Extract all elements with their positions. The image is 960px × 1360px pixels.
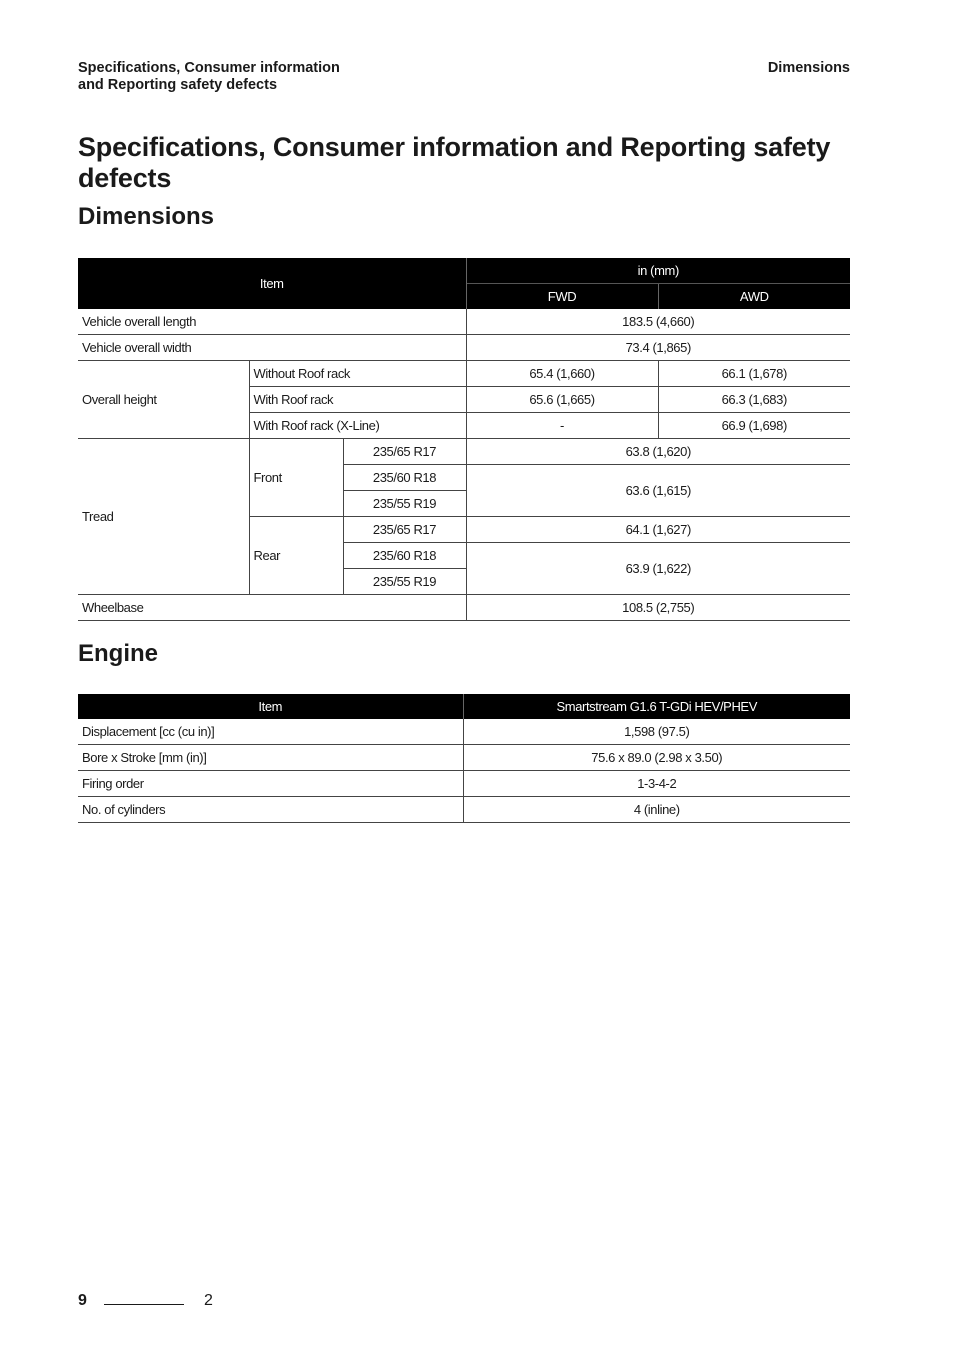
dimensions-table — [78, 258, 850, 621]
row-value: 73.4 (1,865) — [466, 335, 850, 361]
row-value: 108.5 (2,755) — [466, 595, 850, 621]
awd-value: 66.3 (1,683) — [658, 387, 850, 413]
row-value: 183.5 (4,660) — [466, 309, 850, 335]
table-row — [78, 361, 850, 387]
fwd-value: 65.4 (1,660) — [466, 361, 658, 387]
running-header-line-2: and Reporting safety defects — [78, 77, 278, 93]
row-label: Firing order — [78, 771, 463, 797]
row-value: 1,598 (97.5) — [463, 719, 850, 745]
row-value: 63.6 (1,615) — [466, 465, 850, 517]
dimensions-heading: Dimensions — [78, 203, 215, 230]
row-label: With Roof rack (X-Line) — [249, 413, 466, 439]
chapter-number: 9 — [78, 1292, 87, 1309]
table-row — [78, 309, 850, 335]
awd-value: 66.1 (1,678) — [658, 361, 850, 387]
table-row — [78, 771, 850, 797]
table-header-row — [78, 694, 850, 719]
running-header-line-1: Specifications, Consumer information — [78, 60, 340, 76]
row-label: Vehicle overall width — [78, 335, 466, 361]
col-header-fwd: FWD — [466, 284, 658, 310]
row-label: Wheelbase — [78, 595, 466, 621]
page-number: 2 — [204, 1292, 213, 1309]
engine-table — [78, 694, 850, 823]
row-value: 4 (inline) — [463, 797, 850, 823]
tire-size: 235/65 R17 — [343, 439, 466, 465]
fwd-value: 65.6 (1,665) — [466, 387, 658, 413]
table-row — [78, 335, 850, 361]
row-value: 63.9 (1,622) — [466, 543, 850, 595]
row-subgroup-label: Rear — [249, 517, 343, 595]
row-value: 63.8 (1,620) — [466, 439, 850, 465]
table-row — [78, 745, 850, 771]
manual-page — [78, 0, 850, 1360]
row-subgroup-label: Front — [249, 439, 343, 517]
tire-size: 235/60 R18 — [343, 543, 466, 569]
row-value: 1-3-4-2 — [463, 771, 850, 797]
row-label: With Roof rack — [249, 387, 466, 413]
table-row — [78, 595, 850, 621]
row-label: Vehicle overall length — [78, 309, 466, 335]
engine-heading: Engine — [78, 640, 159, 667]
row-label: Displacement [cc (cu in)] — [78, 719, 463, 745]
table-header-row — [78, 258, 850, 284]
tire-size: 235/60 R18 — [343, 465, 466, 491]
col-header-engine: Smartstream G1.6 T-GDi HEV/PHEV — [463, 694, 850, 719]
running-header-section — [78, 60, 340, 94]
row-group-label: Tread — [78, 439, 249, 595]
page-title: Specifications, Consumer information and Reporting safety defects — [78, 132, 831, 193]
row-group-label: Overall height — [78, 361, 249, 439]
row-value: 64.1 (1,627) — [466, 517, 850, 543]
row-label: Bore x Stroke [mm (in)] — [78, 745, 463, 771]
col-header-unit: in (mm) — [466, 258, 850, 284]
tire-size: 235/55 R19 — [343, 569, 466, 595]
tire-size: 235/65 R17 — [343, 517, 466, 543]
table-row — [78, 797, 850, 823]
col-header-awd: AWD — [658, 284, 850, 310]
row-value: 75.6 x 89.0 (2.98 x 3.50) — [463, 745, 850, 771]
fwd-value: - — [466, 413, 658, 439]
running-header-topic: Dimensions — [767, 60, 850, 76]
table-row — [78, 439, 850, 465]
col-header-item: Item — [78, 694, 463, 719]
table-row — [78, 719, 850, 745]
footer-divider — [104, 1304, 184, 1305]
page-footer — [78, 1290, 378, 1320]
running-header — [78, 60, 850, 100]
tire-size: 235/55 R19 — [343, 491, 466, 517]
row-label: Without Roof rack — [249, 361, 466, 387]
awd-value: 66.9 (1,698) — [658, 413, 850, 439]
row-label: No. of cylinders — [78, 797, 463, 823]
col-header-item: Item — [78, 258, 466, 309]
